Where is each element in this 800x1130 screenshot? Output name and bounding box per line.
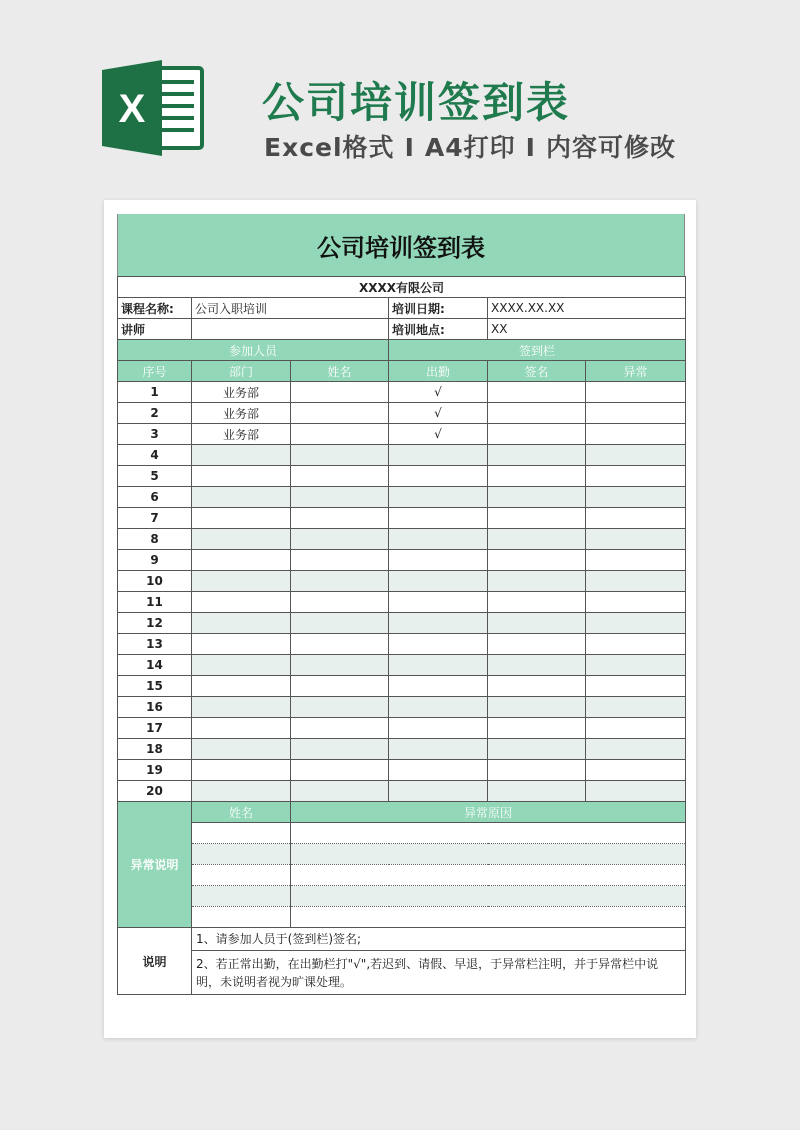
sign-in-sheet: [117, 214, 685, 995]
table-row: [118, 529, 686, 550]
row-number: 12: [118, 613, 192, 634]
table-row: [118, 781, 686, 802]
row-name[interactable]: [291, 781, 389, 802]
row-name[interactable]: [291, 445, 389, 466]
notes-line-2: 2、若正常出勤，在出勤栏打"√",若迟到、请假、早退，于异常栏注明，并于异常栏中说明，未说明者视为旷课处理。: [192, 951, 686, 995]
row-abnormal[interactable]: [586, 550, 686, 571]
row-dept[interactable]: [192, 529, 291, 550]
row-dept[interactable]: [192, 697, 291, 718]
row-abnormal[interactable]: [586, 403, 686, 424]
abnormal-reason-cell[interactable]: [291, 844, 686, 865]
row-attend[interactable]: [389, 655, 488, 676]
table-row: [118, 655, 686, 676]
group-header-participants: 参加人员: [118, 340, 389, 361]
page-subtitle: [264, 128, 676, 164]
column-header-attend: 出勤: [389, 361, 488, 382]
row-sign[interactable]: [488, 655, 586, 676]
row-dept[interactable]: [192, 592, 291, 613]
row-attend[interactable]: √: [389, 424, 488, 445]
table-row: [118, 424, 686, 445]
table-row: [118, 571, 686, 592]
subtitle-editable: 内容可修改: [545, 133, 676, 162]
row-name[interactable]: [291, 466, 389, 487]
row-abnormal[interactable]: [586, 424, 686, 445]
row-sign[interactable]: [488, 382, 586, 403]
row-attend[interactable]: [389, 718, 488, 739]
row-attend[interactable]: √: [389, 382, 488, 403]
row-attend[interactable]: [389, 760, 488, 781]
table-row: [118, 718, 686, 739]
row-sign[interactable]: [488, 403, 586, 424]
row-dept[interactable]: [192, 655, 291, 676]
row-dept[interactable]: [192, 445, 291, 466]
notes-label: 说明: [118, 928, 192, 995]
abnormal-section-label: 异常说明: [118, 802, 192, 928]
row-number: 18: [118, 739, 192, 760]
row-dept[interactable]: 业务部: [192, 403, 291, 424]
page-title: 公司培训签到表: [262, 78, 571, 127]
table-row: [118, 550, 686, 571]
row-abnormal[interactable]: [586, 529, 686, 550]
row-dept[interactable]: [192, 571, 291, 592]
row-dept[interactable]: [192, 718, 291, 739]
table-row: [118, 676, 686, 697]
row-sign[interactable]: [488, 529, 586, 550]
attendance-rows: [118, 382, 686, 802]
row-name[interactable]: [291, 676, 389, 697]
abnormal-name-cell[interactable]: [192, 865, 291, 886]
row-sign[interactable]: [488, 613, 586, 634]
row-number: 7: [118, 508, 192, 529]
table-row: [118, 445, 686, 466]
row-attend[interactable]: [389, 529, 488, 550]
row-abnormal[interactable]: [586, 634, 686, 655]
row-dept[interactable]: 业务部: [192, 424, 291, 445]
row-sign[interactable]: [488, 466, 586, 487]
row-dept[interactable]: [192, 487, 291, 508]
row-dept[interactable]: [192, 781, 291, 802]
row-number: 14: [118, 655, 192, 676]
abnormal-reason-cell[interactable]: [291, 907, 686, 928]
group-header-signin: 签到栏: [389, 340, 686, 361]
row-number: 10: [118, 571, 192, 592]
table-row: [118, 697, 686, 718]
row-attend[interactable]: [389, 634, 488, 655]
row-abnormal[interactable]: [586, 718, 686, 739]
row-number: 2: [118, 403, 192, 424]
notes-line-1: 1、请参加人员于(签到栏)签名;: [192, 928, 686, 951]
row-attend[interactable]: [389, 487, 488, 508]
row-number: 19: [118, 760, 192, 781]
row-number: 20: [118, 781, 192, 802]
row-number: 4: [118, 445, 192, 466]
row-abnormal[interactable]: [586, 508, 686, 529]
table-row: [118, 487, 686, 508]
row-abnormal[interactable]: [586, 613, 686, 634]
table-row: [118, 739, 686, 760]
row-sign[interactable]: [488, 550, 586, 571]
row-number: 13: [118, 634, 192, 655]
row-sign[interactable]: [488, 634, 586, 655]
row-abnormal[interactable]: [586, 655, 686, 676]
teacher-label: 讲师: [118, 319, 192, 340]
row-sign[interactable]: [488, 487, 586, 508]
subtitle-format: Excel格式: [264, 133, 395, 162]
column-header-no: 序号: [118, 361, 192, 382]
abnormal-col-reason: 异常原因: [291, 802, 686, 823]
table-row: [118, 760, 686, 781]
abnormal-reason-cell[interactable]: [291, 823, 686, 844]
row-name[interactable]: [291, 382, 389, 403]
row-dept[interactable]: [192, 676, 291, 697]
row-sign[interactable]: [488, 697, 586, 718]
row-number: 3: [118, 424, 192, 445]
row-name[interactable]: [291, 655, 389, 676]
table-row: [118, 634, 686, 655]
row-sign[interactable]: [488, 592, 586, 613]
row-dept[interactable]: [192, 613, 291, 634]
row-abnormal[interactable]: [586, 760, 686, 781]
row-dept[interactable]: [192, 760, 291, 781]
abnormal-reason-cell[interactable]: [291, 865, 686, 886]
table-row: [118, 592, 686, 613]
row-attend[interactable]: [389, 592, 488, 613]
row-abnormal[interactable]: [586, 781, 686, 802]
table-row: [118, 613, 686, 634]
row-abnormal[interactable]: [586, 466, 686, 487]
row-attend[interactable]: [389, 466, 488, 487]
row-name[interactable]: [291, 550, 389, 571]
abnormal-name-cell[interactable]: [192, 844, 291, 865]
row-name[interactable]: [291, 739, 389, 760]
row-attend[interactable]: [389, 550, 488, 571]
row-sign[interactable]: [488, 781, 586, 802]
date-value[interactable]: XXXX.XX.XX: [488, 298, 686, 319]
row-number: 17: [118, 718, 192, 739]
row-attend[interactable]: [389, 676, 488, 697]
row-number: 16: [118, 697, 192, 718]
abnormal-name-cell[interactable]: [192, 823, 291, 844]
row-attend[interactable]: √: [389, 403, 488, 424]
row-name[interactable]: [291, 592, 389, 613]
row-name[interactable]: [291, 613, 389, 634]
row-name[interactable]: [291, 508, 389, 529]
row-dept[interactable]: [192, 550, 291, 571]
row-number: 15: [118, 676, 192, 697]
row-name[interactable]: [291, 403, 389, 424]
row-number: 11: [118, 592, 192, 613]
place-label: 培训地点:: [389, 319, 488, 340]
row-abnormal[interactable]: [586, 487, 686, 508]
column-header-sign: 签名: [488, 361, 586, 382]
row-number: 5: [118, 466, 192, 487]
row-sign[interactable]: [488, 445, 586, 466]
table-row: [118, 466, 686, 487]
logo-letter: X: [118, 87, 146, 131]
row-abnormal[interactable]: [586, 382, 686, 403]
row-sign[interactable]: [488, 508, 586, 529]
row-sign[interactable]: [488, 424, 586, 445]
row-abnormal[interactable]: [586, 445, 686, 466]
row-abnormal[interactable]: [586, 592, 686, 613]
row-number: 9: [118, 550, 192, 571]
row-attend[interactable]: [389, 508, 488, 529]
row-dept[interactable]: [192, 466, 291, 487]
row-attend[interactable]: [389, 445, 488, 466]
column-header-dept: 部门: [192, 361, 291, 382]
row-dept[interactable]: 业务部: [192, 382, 291, 403]
row-number: 1: [118, 382, 192, 403]
teacher-value[interactable]: [192, 319, 389, 340]
abnormal-col-name: 姓名: [192, 802, 291, 823]
row-abnormal[interactable]: [586, 676, 686, 697]
row-attend[interactable]: [389, 781, 488, 802]
row-abnormal[interactable]: [586, 739, 686, 760]
row-sign[interactable]: [488, 718, 586, 739]
row-sign[interactable]: [488, 760, 586, 781]
row-sign[interactable]: [488, 571, 586, 592]
abnormal-name-cell[interactable]: [192, 907, 291, 928]
sheet-banner-title: 公司培训签到表: [117, 214, 685, 276]
column-header-abnormal: 异常: [586, 361, 686, 382]
row-attend[interactable]: [389, 613, 488, 634]
row-attend[interactable]: [389, 571, 488, 592]
column-header-name: 姓名: [291, 361, 389, 382]
course-label: 课程名称:: [118, 298, 192, 319]
row-name[interactable]: [291, 634, 389, 655]
subtitle-separator: I: [404, 133, 415, 162]
row-name[interactable]: [291, 718, 389, 739]
row-name[interactable]: [291, 697, 389, 718]
row-name[interactable]: [291, 529, 389, 550]
row-dept[interactable]: [192, 508, 291, 529]
row-attend[interactable]: [389, 739, 488, 760]
row-dept[interactable]: [192, 739, 291, 760]
abnormal-name-cell[interactable]: [192, 886, 291, 907]
subtitle-print: A4打印: [424, 133, 516, 162]
row-name[interactable]: [291, 424, 389, 445]
abnormal-reason-cell[interactable]: [291, 886, 686, 907]
table-row: [118, 403, 686, 424]
date-label: 培训日期:: [389, 298, 488, 319]
row-sign[interactable]: [488, 676, 586, 697]
excel-logo-icon: [102, 60, 206, 156]
document-page: [104, 200, 696, 1038]
row-name[interactable]: [291, 760, 389, 781]
place-value[interactable]: XX: [488, 319, 686, 340]
row-abnormal[interactable]: [586, 697, 686, 718]
subtitle-separator: I: [525, 133, 536, 162]
company-name: XXXX有限公司: [118, 277, 686, 298]
row-number: 8: [118, 529, 192, 550]
row-abnormal[interactable]: [586, 571, 686, 592]
row-attend[interactable]: [389, 697, 488, 718]
row-dept[interactable]: [192, 634, 291, 655]
row-name[interactable]: [291, 487, 389, 508]
row-number: 6: [118, 487, 192, 508]
row-sign[interactable]: [488, 739, 586, 760]
row-name[interactable]: [291, 571, 389, 592]
sign-in-table: [117, 276, 686, 995]
table-row: [118, 508, 686, 529]
course-value[interactable]: 公司入职培训: [192, 298, 389, 319]
table-row: [118, 382, 686, 403]
